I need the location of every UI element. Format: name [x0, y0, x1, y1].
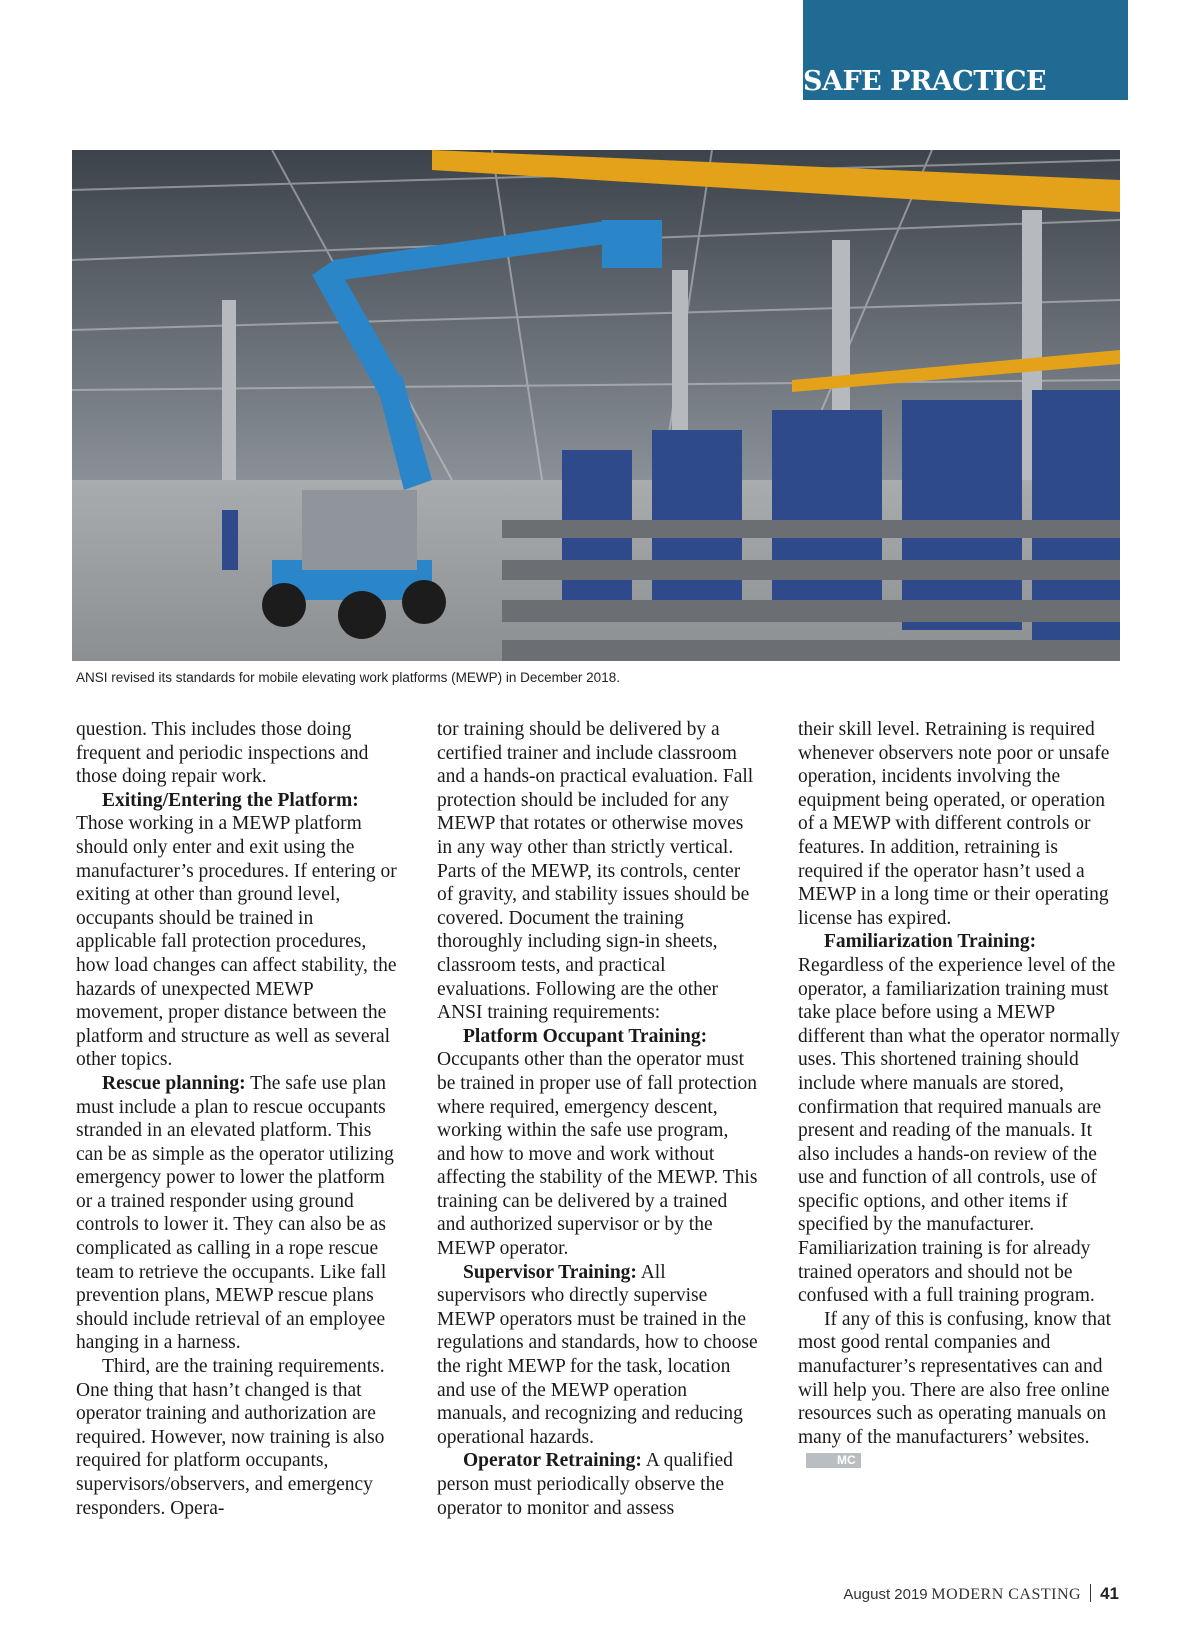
subheading-exiting-entering: Exiting/Entering the Platform: — [102, 789, 359, 811]
footer-divider — [1090, 1584, 1091, 1602]
paragraph-text: If any of this is confusing, know that most good rental companies and manufacturer’s representatives can and will help you. There are also free online resources such as operating manuals on many of the manufacturers’ websites. — [798, 1308, 1112, 1448]
paragraph-operator-retraining — [437, 1449, 759, 1520]
paragraph-text: All supervisors who directly supervise MEWP operators must be trained in the regulations and standards, how to choose the right MEWP for the task, location and use of the MEWP operation manuals, and recognizing and reducing operational hazards. — [437, 1261, 758, 1448]
end-mark-badge: MC — [806, 1453, 861, 1468]
issue-date: August 2019 — [843, 1586, 928, 1603]
column-3 — [798, 718, 1120, 1473]
paragraph-supervisor-training — [437, 1261, 759, 1450]
warehouse-photo — [72, 150, 1120, 661]
paragraph-text: A qualified person must periodically observe the operator to monitor and assess — [437, 1450, 733, 1519]
column-2 — [437, 718, 759, 1520]
subheading-supervisor-training: Supervisor Training: — [463, 1261, 637, 1283]
subheading-platform-occupant: Platform Occupant Training: — [463, 1025, 708, 1047]
paragraph-text: Those working in a MEWP platform should only enter and exit using the manufacturer’s procedures. If entering or exiting at other than ground level, occupants should be trained in applicable fall protection procedures, how load changes can affect stability, the hazards of unexpected MEWP movement, proper distance between the platform and structure as well as several other topics. — [76, 813, 397, 1071]
paragraph: tor training should be delivered by a certified trainer and include classroom and a hands-on practical evaluation. Fall protection should be included for any MEWP that rotates or otherwise moves in any way other than strictly vertical. Parts of the MEWP, its controls, center of gravity, and stability issues should be covered. Document the training thoroughly including sign-in sheets, classroom tests, and practical evaluations. Following are the other ANSI training requirements: — [437, 719, 754, 1024]
paragraph-text: Occupants other than the operator must be trained in proper use of fall protection where required, emergency descent, working within the safe use program, and how to move and work without affecting the stability of the MEWP. This training can be delivered by a trained and authorized supervisor or by the MEWP operator. — [437, 1049, 758, 1260]
paragraph: their skill level. Retraining is required whenever observers note poor or unsafe operation, incidents involving the equipment being operated, or operation of a MEWP with different controls or features. In addition, retraining is required if the operator hasn’t used a MEWP in a long time or their operating license has expired. — [798, 719, 1110, 929]
section-label: SAFE PRACTICE — [803, 66, 1047, 97]
paragraph-text: Regardless of the experience level of the operator, a familiarization training must take place before using a MEWP different than what the operator normally uses. This shortened training should include where manuals are stored, confirmation that required manuals are present and reading of the manuals. It also includes a hands-on review of the use and function of all controls, use of specific options, and other items if specified by the manufacturer. Familiarization training is for already trained operators and should not be confused with a full training program. — [798, 954, 1120, 1307]
boom-lift-illustration — [72, 150, 1120, 661]
paragraph-familiarization — [798, 930, 1120, 1308]
paragraph: Third, are the training requirements. One thing that hasn’t changed is that operator training and authorization are required. However, now training is also required for platform occupants, supervisors/observers, and emergency responders. Opera- — [76, 1356, 385, 1519]
paragraph-platform-occupant — [437, 1025, 759, 1261]
photo-caption: ANSI revised its standards for mobile elevating work platforms (MEWP) in December 2018. — [76, 670, 620, 685]
paragraph: question. This includes those doing frequent and periodic inspections and those doing repair work. — [76, 719, 369, 788]
paragraph-text: The safe use plan must include a plan to rescue occupants stranded in an elevated platform. This can be as simple as the operator utilizing emergency power to lower the platform or a trained responder using ground controls to lower it. They can also be as complicated as calling in a rope rescue team to retrieve the occupants. Like fall prevention plans, MEWP rescue plans should include retrieval of an employee hanging in a harness. — [76, 1072, 394, 1354]
paragraph-rescue-planning — [76, 1072, 398, 1355]
subheading-familiarization: Familiarization Training: — [824, 931, 1037, 953]
paragraph-exiting-entering — [76, 789, 398, 1072]
paragraph-closing — [798, 1308, 1120, 1473]
page-number: 41 — [1100, 1584, 1119, 1603]
magazine-name: MODERN CASTING — [931, 1586, 1082, 1603]
subheading-operator-retraining: Operator Retraining: — [463, 1450, 642, 1472]
column-1 — [76, 718, 398, 1520]
subheading-rescue-planning: Rescue planning: — [102, 1072, 246, 1094]
page-footer — [843, 1584, 1119, 1604]
